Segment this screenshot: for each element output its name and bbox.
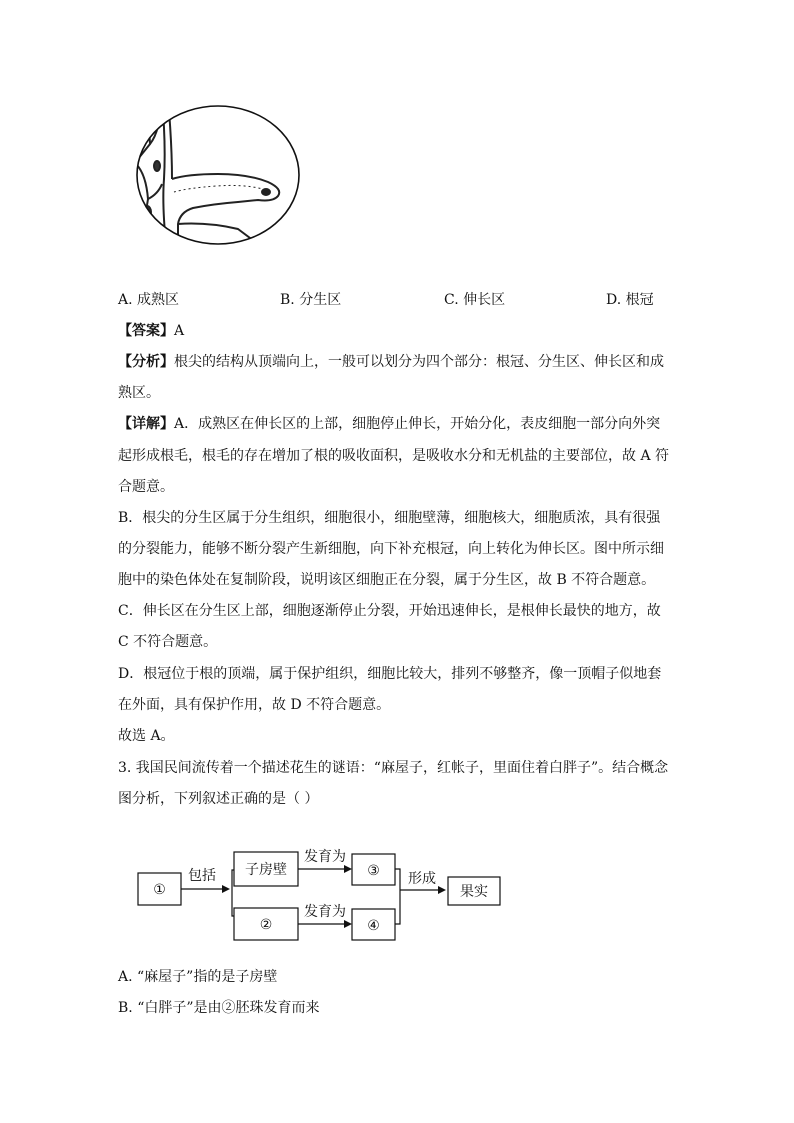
option-c: C. 伸长区: [444, 292, 506, 308]
form-label: 形成: [408, 871, 436, 887]
detail-line-5: 的分裂能力，能够不断分裂产生新细胞，向下补充根冠，向上转化为伸长区。图中所示细: [118, 541, 664, 557]
option-b: B. 分生区: [280, 292, 342, 308]
option-a: A. 成熟区: [118, 292, 180, 308]
box-3-label: ③: [367, 863, 380, 879]
box-4-label: ④: [367, 918, 380, 934]
box-2-label: ②: [259, 917, 273, 933]
detail-line-2: 起形成根毛，根毛的存在增加了根的吸收面积，是吸收水分和无机盐的主要部位，故 A 符: [118, 448, 670, 464]
fruit-label: 果实: [460, 884, 488, 900]
include-label: 包括: [188, 868, 216, 884]
q3-option-a: A. “麻屋子”指的是子房壁: [118, 969, 278, 985]
detail-line-10: 在外面，具有保护作用，故 D 不符合题意。: [118, 697, 391, 713]
analysis-label: 【分析】: [118, 354, 174, 370]
analysis-line-2: 熟区。: [118, 385, 160, 401]
analysis-text: 根尖的结构从顶端向上，一般可以划分为四个部分：根冠、分生区、伸长区和成: [174, 354, 664, 370]
option-d: D. 根冠: [606, 292, 654, 308]
answer-value: A: [174, 323, 185, 339]
box-1-label: ①: [153, 882, 166, 898]
root-hair-cell-illustration: [118, 104, 304, 246]
ovary-wall-label: 子房壁: [245, 862, 287, 878]
answer-label: 【答案】: [118, 323, 174, 339]
answer-line: [118, 321, 184, 341]
detail-line-6: 胞中的染色体处在复制阶段，说明该区细胞正在分裂，属于分生区，故 B 不符合题意。: [118, 572, 656, 588]
detail-text: A．成熟区在伸长区的上部，细胞停止伸长，开始分化，表皮细胞一部分向外突: [174, 416, 661, 432]
detail-line-7: C．伸长区在分生区上部，细胞逐渐停止分裂，开始迅速伸长，是根伸长最快的地方，故: [118, 603, 661, 619]
analysis-line-1: [118, 352, 664, 372]
detail-line-4: B．根尖的分生区属于分生组织，细胞很小，细胞壁薄，细胞核大，细胞质浓，具有很强: [118, 510, 661, 526]
detail-label: 【详解】: [118, 416, 174, 432]
concept-diagram: [130, 842, 510, 950]
question-3-line-1: 3. 我国民间流传着一个描述花生的谜语：“麻屋子，红帐子，里面住着白胖子”。结合概念: [118, 760, 669, 776]
detail-line-8: C 不符合题意。: [118, 634, 218, 650]
detail-line-3: 合题意。: [118, 479, 174, 495]
develop-label-bottom: 发育为: [304, 904, 346, 920]
detail-line-1: [118, 414, 660, 434]
q3-option-b: B. “白胖子”是由②胚珠发育而来: [118, 1000, 320, 1016]
develop-label-top: 发育为: [304, 849, 346, 865]
question-3-line-2: 图分析，下列叙述正确的是（ ）: [118, 791, 319, 807]
detail-line-11: 故选 A。: [118, 728, 175, 744]
detail-line-9: D．根冠位于根的顶端，属于保护组织，细胞比较大，排列不够整齐，像一顶帽子似地套: [118, 666, 662, 682]
